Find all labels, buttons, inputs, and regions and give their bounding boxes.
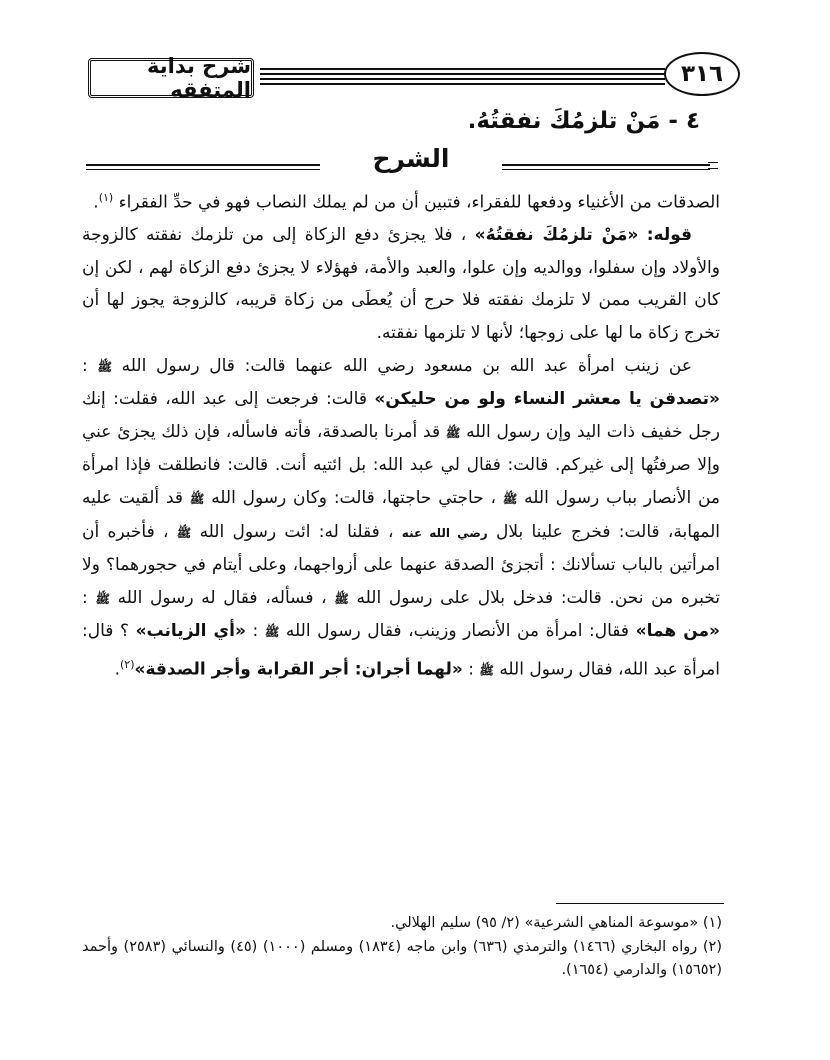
header-rule <box>260 83 665 85</box>
paragraph-1 <box>82 182 720 219</box>
text-run: قد ألقيت عليه المهابة، قالت: فخرج علينا بلال <box>82 488 720 542</box>
section-heading <box>86 144 710 184</box>
margin-tick <box>708 168 718 169</box>
qawluhu-label: قوله: <box>646 225 692 246</box>
radi-glyph: رضي الله عنه <box>401 525 488 540</box>
text-run: عن زينب امرأة عبد الله بن مسعود رضي الله عنهما قالت: قال رسول الله <box>121 355 693 376</box>
margin-tick <box>708 162 718 163</box>
salla-glyph: ﷺ <box>445 425 461 440</box>
footnotes <box>82 912 722 983</box>
text-run: : <box>252 621 259 642</box>
matn-quote: «مَنْ تلزمُكَ نفقتُهُ» <box>474 225 639 246</box>
text-run: : <box>82 355 88 376</box>
salla-glyph: ﷺ <box>264 625 280 640</box>
section-rule <box>502 164 710 166</box>
paragraph-2 <box>82 219 720 349</box>
section-rule <box>86 169 320 170</box>
section-rule <box>502 169 710 170</box>
section-title: الشرح <box>372 144 450 173</box>
text-run: . <box>93 192 99 213</box>
header-rule <box>260 68 665 70</box>
text-run: : <box>82 587 88 608</box>
header-rule <box>260 73 665 75</box>
salla-glyph: ﷺ <box>334 591 349 606</box>
salla-glyph: ﷺ <box>189 492 205 506</box>
hadith-quote: «أي الزيانب» <box>135 621 246 642</box>
footnote-separator <box>556 903 724 904</box>
text-run: ، فلا يجزئ دفع الزكاة إلى من تلزمك نفقته كالزوجة والأولاد وإن سفلوا، ووالديه وإن علوا، والعبد والأمة، فهؤلاء لا يجزئ دفع الزكاة لهم ، لكن إن كان القريب ممن لا تلزمك نفقته فلا حرج أن يُعطَى من زكاة قريبه، كالزوجة يجوز لها أن تخرج زكاة ما لها على زوجها؛ لأنها لا تلزمها نفقته. <box>82 225 720 344</box>
page-number: ٣١٦ <box>664 52 740 96</box>
text-run: . <box>114 659 120 680</box>
text-run: قالت: فرجعت إلى عبد الله، فقلت: إنك رجل خفيف ذات اليد وإن رسول الله <box>82 389 721 442</box>
commentary-body <box>82 182 720 687</box>
footnote-ref-2: (٢) <box>119 657 135 671</box>
text-run: ، فسأله، فقال له رسول الله <box>117 587 327 608</box>
text-run: قد أمرنا بالصدقة، فأته فاسأله، فإن ذلك يجزئ عني وإلا صرفتُها إلى غيركم. قالت: فقال لي عبد الله: بل ائتيه أنت. قالت: فانطلقت فإذا امرأة من الأنصار بباب رسول الله <box>82 421 721 508</box>
book-title: شرح بداية المتفقه <box>88 58 254 98</box>
header-rule <box>260 78 665 80</box>
footnote-ref-1: (١) <box>98 191 114 204</box>
section-rule <box>86 164 320 166</box>
text-run: ، حاجتي حاجتها، قالت: وكان رسول الله <box>211 488 497 508</box>
hadith-quote: «تصدقن يا معشر النساء ولو من حليكن» <box>374 389 721 410</box>
footnote-1: (١) «موسوعة المناهي الشرعية» (٢/ ٩٥) سليم الهلالي. <box>390 915 722 931</box>
text-run: الصدقات من الأغنياء ودفعها للفقراء، فتبين أن من لم يملك النصاب فهو في حدِّ الفقراء <box>118 192 720 213</box>
text-run: ، فقلنا له: ائت رسول الله <box>199 521 394 542</box>
hadith-quote: «من هما» <box>635 621 721 642</box>
paragraph-3 <box>82 350 720 688</box>
text-run: فقال: امرأة من الأنصار وزينب، فقال رسول الله <box>285 621 630 642</box>
matn-item: ٤ - مَنْ تلزمُكَ نفقتُهُ. <box>467 108 700 134</box>
salla-glyph: ﷺ <box>479 663 494 678</box>
text-run: ، فأخبره أن امرأتين بالباب تسألانك : أتجزئ الصدقة عنهما على أزواجهما، وعلى أيتام في حجورهما؟ ولا تخبره من نحن. قالت: فدخل بلال على رسول الله <box>82 521 721 608</box>
salla-glyph: ﷺ <box>502 492 518 506</box>
text-run: : <box>468 659 474 680</box>
footnote-2: (٢) رواه البخاري (١٤٦٦) والترمذي (٦٣٦) وابن ماجه (١٨٣٤) ومسلم (١٠٠٠) (٤٥) والنسائي (٢٥٨٣) وأحمد (١٥٦٥٢) والدارمي (١٦٥٤). <box>82 938 722 978</box>
salla-glyph: ﷺ <box>97 359 112 374</box>
salla-glyph: ﷺ <box>95 591 110 606</box>
page-header <box>80 48 780 106</box>
text-run: ؟ قال: امرأة عبد الله، فقال رسول الله <box>82 621 720 680</box>
hadith-quote: «لهما أجران: أجر القرابة وأجر الصدقة» <box>134 659 463 680</box>
salla-glyph: ﷺ <box>176 525 192 540</box>
